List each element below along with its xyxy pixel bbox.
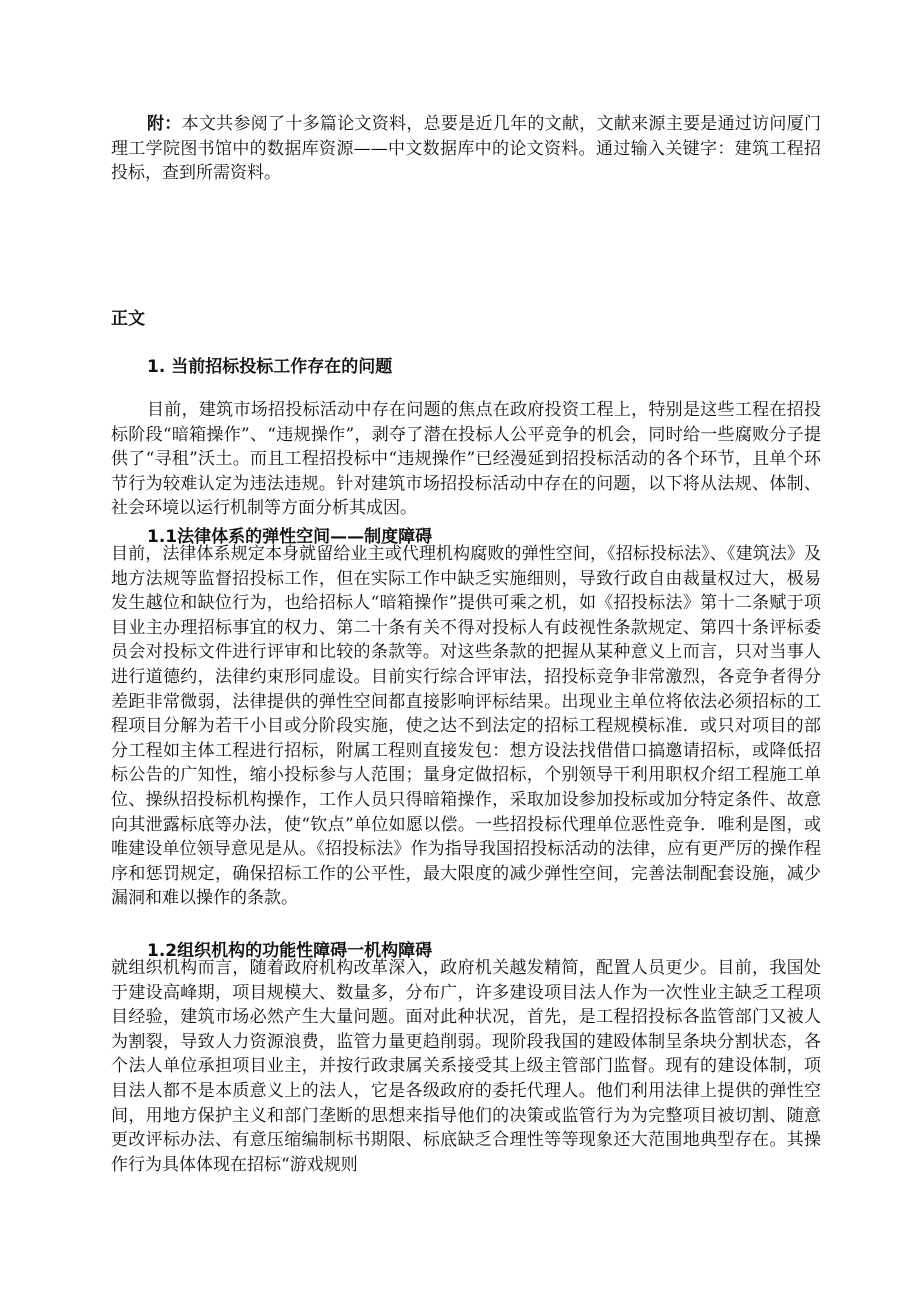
body-title: 正文 [111,309,145,329]
appendix-text: 本文共参阅了十多篇论文资料，总要是近几年的文献，文献来源主要是通过访问厦门理工学院图书馆中的数据库资源——中文数据库中的论文资料。通过输入关键字：建筑工程招投标，查到所需资料。 [111,114,822,184]
section-1-1-heading: 1.1法律体系的弹性空间——制度障碍 [147,527,433,547]
section-1-intro: 目前，建筑市场招投标活动中存在问题的焦点在政府投资工程上，特别是这些工程在招投标阶段“暗箱操作”、“违规操作”，剥夺了潜在投标人公平竞争的机会，同时给一些腐败分子提供了“寻租”沃土。而且工程招投标中“违规操作”已经漫延到招投标活动的各个环节，且单个环节行为较难认定为违法违规。针对建筑市场招投标活动中存在的问题，以下将从法规、体制、社会环境以运行机制等方面分析其成因。 [111,400,821,519]
section-1-heading: 1. 当前招标投标工作存在的问题 [147,357,393,377]
appendix-note [111,112,821,186]
section-1-2-heading: 1.2组织机构的功能性障碍一机构障碍 [147,941,433,961]
section-1-2-text: 就组织机构而言，随着政府机构改革深入，政府机关越发精简，配置人员更少。目前，我国处于建设高峰期，项目规模大、数量多，分布广，许多建设项目法人作为一次性业主缺乏工程项目经验，建筑市场必然产生大量问题。面对此种状况，首先，是工程招投标各监管部门又被人为割裂，导致人力资源浪费，监管力量更趋削弱。现阶段我国的建殴体制呈条块分割状态，各个法人单位承担项目业主，并按行政隶属关系接受其上级主管部门监督。现有的建设体制，项目法人都不是本质意义上的法人，它是各级政府的委托代理人。他们利用法律上提供的弹性空间，用地方保护主义和部门垄断的思想来指导他们的决策或监管行为为完整项目被切割、随意更改评标办法、有意压缩编制标书期限、标底缺乏合理性等等现象还大范围地典型存在。其操作行为具体体现在招标“游戏规则 [111,958,821,1175]
appendix-label: 附： [147,114,182,134]
section-1-1-text: 目前，法律体系规定本身就留给业主或代理机构腐败的弹性空间，《招标投标法》、《建筑法》及地方法规等监督招投标工作，但在实际工作中缺乏实施细则，导致行政自由裁量权过大，极易发生越位和缺位行为，也给招标人“暗箱操作”提供可乘之机，如《招投标法》第十二条赋于项目业主办理招标事宜的权力、第二十条有关不得对投标人有歧视性条款规定、第四十条评标委员会对投标文件进行评审和比较的条款等。对这些条款的把握从某种意义上而言，只对当事人进行道德约，法律约束形同虚设。目前实行综合评审法，招投标竞争非常激烈，各竞争者得分差距非常微弱，法律提供的弹性空间都直接影响评标结果。出现业主单位将依法必须招标的工程项目分解为若干小目或分阶段实施，使之达不到法定的招标工程规模标准．或只对项目的部分工程如主体工程进行招标，附属工程则直接发包：想方设法找借借口搞邀请招标，或降低招标公告的广知性，缩小投标参与人范围；量身定做招标，个别领导干利用职权介绍工程施工单位、操纵招投标机构操作，工作人员只得暗箱操作，采取加设参加投标或加分特定条件、故意向其泄露标底等办法，使“钦点”单位如愿以偿。一些招投标代理单位恶性竞争．唯利是图，或唯建设单位领导意见是从。《招投标法》作为指导我国招投标活动的法律，应有更严厉的操作程序和惩罚规定，确保招标工作的公平性，最大限度的减少弹性空间，完善法制配套设施，减少漏洞和难以操作的条款。 [111,544,821,909]
